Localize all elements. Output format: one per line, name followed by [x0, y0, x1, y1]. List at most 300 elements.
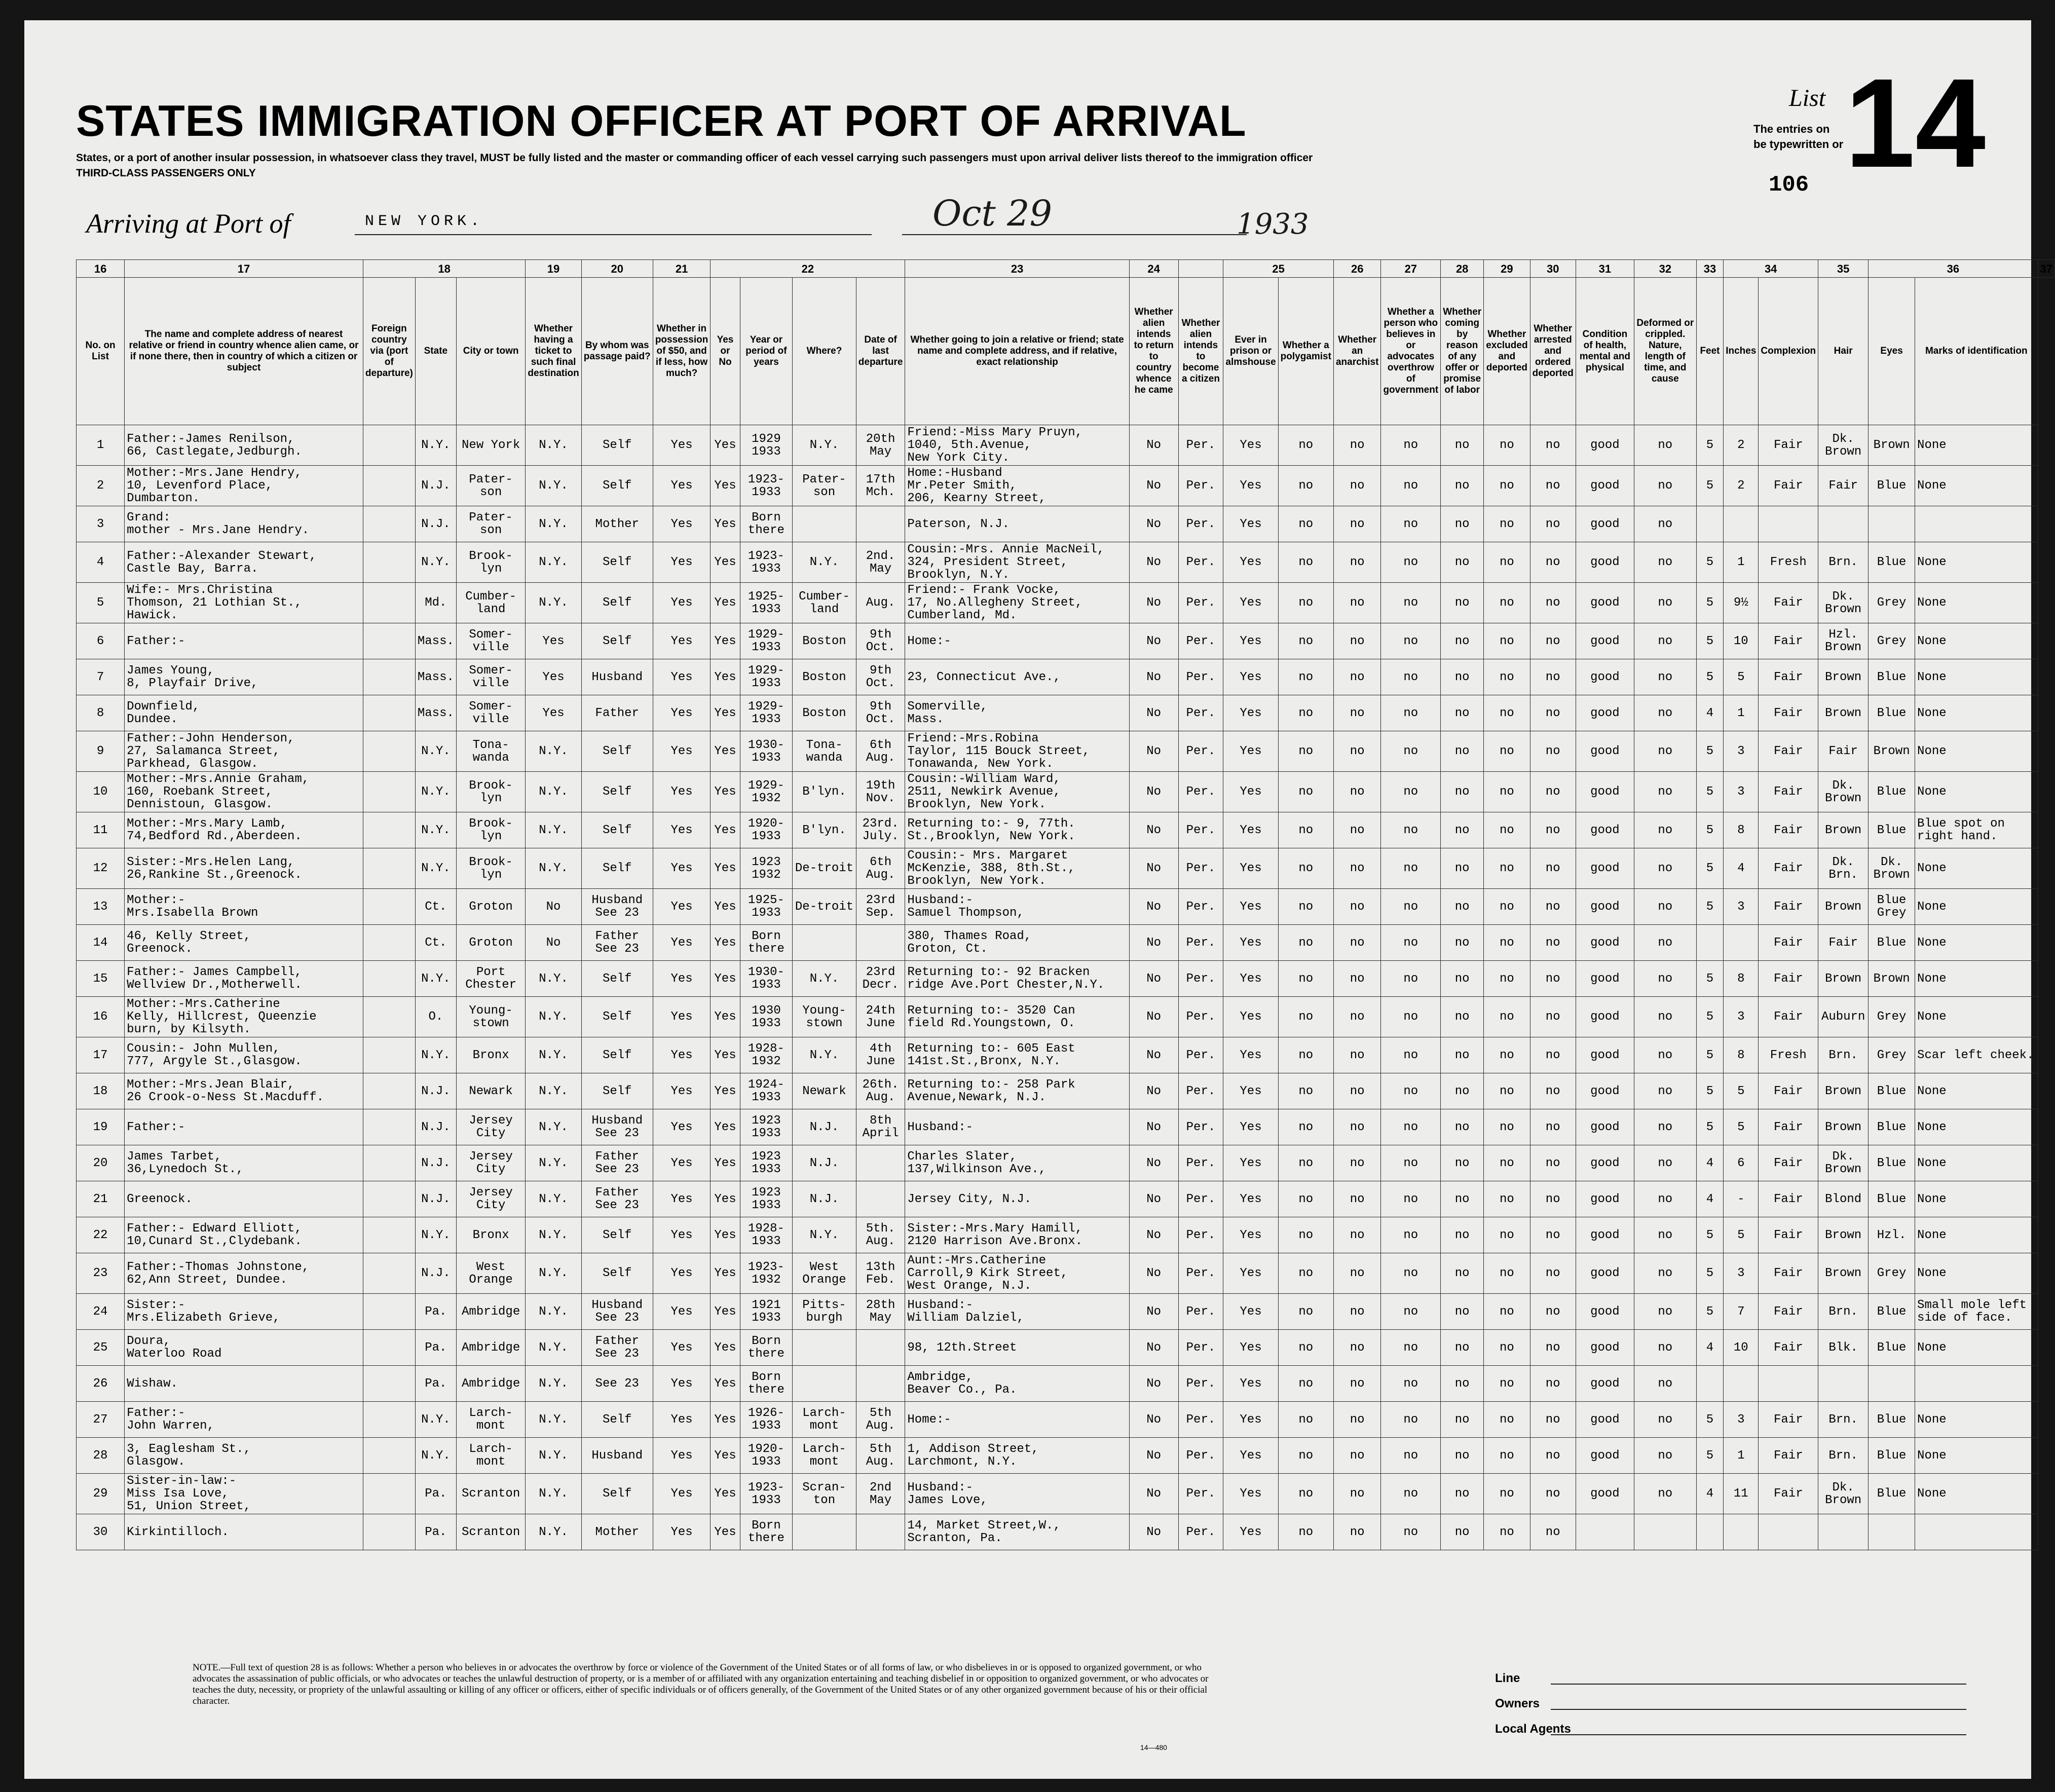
table-cell: no: [1634, 425, 1696, 466]
table-cell: [1759, 1366, 1818, 1402]
table-cell: No: [1129, 1438, 1178, 1474]
table-cell: Father:-John Henderson, 27, Salamanca Street, Parkhead, Glasgow.: [125, 731, 363, 772]
table-cell: 9th Oct.: [856, 659, 905, 695]
table-cell: no: [1530, 695, 1576, 731]
table-cell: 1929- 1932: [740, 772, 793, 812]
table-cell: N.Y.: [526, 466, 581, 506]
table-cell: no: [1634, 506, 1696, 542]
table-cell: 24: [77, 1294, 125, 1330]
table-cell: None: [1915, 695, 2038, 731]
table-cell: Fair: [1759, 731, 1818, 772]
table-cell: Mother:-Mrs.Annie Graham, 160, Roebank Street, Dennistoun, Glasgow.: [125, 772, 363, 812]
table-cell: 18: [77, 1073, 125, 1109]
table-cell: 17th Mch.: [856, 466, 905, 506]
table-cell: 5: [1696, 1073, 1723, 1109]
table-cell: 1920- 1933: [740, 812, 793, 848]
table-cell: no: [1333, 731, 1380, 772]
table-cell: no: [1333, 659, 1380, 695]
footnote: NOTE.—Full text of question 28 is as follows: Whether a person who believes in or advocates the overthrow by force or violence of the Government of the United States or of all forms of law, or who disbelieves in or is opposed to organized government, or who advocates the assassination of public officials, or who advocates or teaches the unlawful destruction of property, or is a member of or affiliated with any organization entertaining and teaching disbelief in or opposition to organized government, or who advocates or teaches the duty, necessity, or propriety of the unlawful assaulting or killing of any officer or officers, either of specific individuals or of officers generally, of the Government of the United States or of any other organized government because of his or their official character.: [193, 1662, 1209, 1706]
table-cell: 5: [1696, 772, 1723, 812]
table-cell: no: [1333, 1294, 1380, 1330]
table-cell: Yes: [653, 1109, 711, 1145]
table-cell: good: [1576, 623, 1634, 659]
table-cell: Self: [581, 542, 653, 583]
table-cell: no: [1278, 925, 1333, 961]
table-cell: Yes: [1223, 1073, 1278, 1109]
table-cell: 2nd. May: [856, 542, 905, 583]
table-cell: no: [1333, 1402, 1380, 1438]
table-cell: Pa.: [415, 1294, 456, 1330]
table-cell: None: [1915, 1145, 2038, 1181]
table-cell: None: [1915, 542, 2038, 583]
table-cell: no: [1441, 1109, 1484, 1145]
table-cell: Self: [581, 1253, 653, 1294]
table-cell: No: [1129, 1253, 1178, 1294]
table-cell: Yes: [653, 1073, 711, 1109]
entries-note-line: The entries on: [1753, 123, 1830, 135]
table-cell: [793, 1366, 856, 1402]
table-cell: Blue: [1869, 695, 1915, 731]
table-cell: Home:-Husband Mr.Peter Smith, 206, Kearny Street,: [905, 466, 1129, 506]
table-cell: no: [1484, 1253, 1530, 1294]
table-cell: no: [1278, 1474, 1333, 1514]
table-cell: Self: [581, 848, 653, 889]
table-cell: Self: [581, 997, 653, 1037]
table-cell: 3: [1724, 889, 1759, 925]
column-number: 28: [1441, 260, 1484, 278]
table-cell: Yes: [711, 583, 740, 623]
column-header: State: [415, 278, 456, 425]
table-cell: None: [1915, 1181, 2038, 1217]
table-cell: Yes: [653, 466, 711, 506]
table-cell: Fair: [1759, 997, 1818, 1037]
table-cell: Yes: [1223, 506, 1278, 542]
table-cell: no: [1530, 1073, 1576, 1109]
table-cell: no: [1278, 997, 1333, 1037]
table-cell: 1929 1933: [740, 425, 793, 466]
table-cell: [1818, 1366, 1869, 1402]
table-cell: no: [1381, 695, 1441, 731]
table-cell: 5: [1696, 1109, 1723, 1145]
table-cell: N.Y.: [415, 1402, 456, 1438]
table-cell: no: [1530, 1514, 1576, 1550]
table-cell: N.Y.: [793, 542, 856, 583]
table-cell: [1869, 1366, 1915, 1402]
table-cell: 1923- 1933: [740, 542, 793, 583]
table-row: [77, 1330, 2055, 1366]
table-cell: no: [1484, 961, 1530, 997]
column-number: 17: [125, 260, 363, 278]
table-cell: 10: [1724, 623, 1759, 659]
table-cell: 8: [77, 695, 125, 731]
table-cell: No: [1129, 583, 1178, 623]
table-cell: no: [1441, 659, 1484, 695]
table-cell: no: [1530, 542, 1576, 583]
table-cell: 3: [1724, 731, 1759, 772]
table-cell: Jersey City: [456, 1145, 526, 1181]
table-cell: Born there: [740, 1366, 793, 1402]
table-cell: B'lyn.: [793, 772, 856, 812]
table-cell: Brown: [1818, 695, 1869, 731]
table-cell: Yes: [1223, 731, 1278, 772]
table-cell: Per.: [1178, 659, 1223, 695]
page-title: STATES IMMIGRATION OFFICER AT PORT OF ARRIVAL: [76, 97, 1247, 145]
table-cell: no: [1484, 425, 1530, 466]
table-row: [77, 425, 2055, 466]
column-header: Hair: [1818, 278, 1869, 425]
table-cell: 5: [1696, 997, 1723, 1037]
table-cell: Born there: [740, 1514, 793, 1550]
table-cell: no: [1634, 772, 1696, 812]
table-cell: [1724, 1366, 1759, 1402]
column-header: Eyes: [1869, 278, 1915, 425]
table-cell: Cousin:-William Ward, 2511, Newkirk Avenue, Brooklyn, New York.: [905, 772, 1129, 812]
table-cell: [363, 623, 415, 659]
table-cell: Brown: [1818, 961, 1869, 997]
table-cell: Fair: [1818, 731, 1869, 772]
table-cell: Grey: [1869, 583, 1915, 623]
table-cell: good: [1576, 1253, 1634, 1294]
table-cell: no: [1333, 1438, 1380, 1474]
table-row: [77, 1253, 2055, 1294]
table-cell: Self: [581, 961, 653, 997]
column-header: Whether alien intends to become a citizen: [1178, 278, 1223, 425]
table-cell: no: [1634, 925, 1696, 961]
table-cell: 13: [77, 889, 125, 925]
table-cell: 14: [77, 925, 125, 961]
table-cell: [363, 1181, 415, 1217]
table-cell: N.Y.: [526, 1073, 581, 1109]
table-cell: good: [1576, 997, 1634, 1037]
table-cell: no: [1530, 1294, 1576, 1330]
table-row: [77, 1217, 2055, 1253]
table-cell: 5: [1696, 731, 1723, 772]
table-cell: [363, 1037, 415, 1073]
table-cell: [1724, 925, 1759, 961]
column-header: Date of last departure: [856, 278, 905, 425]
table-cell: Father See 23: [581, 925, 653, 961]
table-cell: 5: [1696, 466, 1723, 506]
table-cell: 1923- 1932: [740, 1253, 793, 1294]
table-cell: 17: [77, 1037, 125, 1073]
table-cell: Friend:- Frank Vocke, 17, No.Allegheny Street, Cumberland, Md.: [905, 583, 1129, 623]
table-cell: N.Y.: [526, 1217, 581, 1253]
table-cell: Brown: [1818, 1253, 1869, 1294]
table-cell: 1929- 1933: [740, 659, 793, 695]
table-cell: no: [1530, 997, 1576, 1037]
table-cell: [1696, 925, 1723, 961]
table-cell: Young-stown: [793, 997, 856, 1037]
table-cell: Per.: [1178, 1474, 1223, 1514]
table-cell: None: [1915, 659, 2038, 695]
table-cell: 20th May: [856, 425, 905, 466]
table-cell: Yes: [1223, 1514, 1278, 1550]
table-cell: N.J.: [415, 1253, 456, 1294]
table-cell: 13th Feb.: [856, 1253, 905, 1294]
table-cell: [856, 1181, 905, 1217]
table-cell: Yes: [711, 1330, 740, 1366]
table-cell: Yes: [653, 506, 711, 542]
table-cell: Yes: [711, 1294, 740, 1330]
table-cell: Self: [581, 1474, 653, 1514]
table-cell: good: [1576, 1109, 1634, 1145]
table-cell: no: [1484, 1073, 1530, 1109]
table-cell: no: [1441, 889, 1484, 925]
table-cell: Yes: [1223, 812, 1278, 848]
table-cell: N.J.: [793, 1109, 856, 1145]
table-cell: no: [1634, 1145, 1696, 1181]
table-cell: Pitts-burgh: [793, 1294, 856, 1330]
table-cell: no: [1278, 695, 1333, 731]
table-cell: Fair: [1759, 1402, 1818, 1438]
table-cell: Blue: [1869, 1474, 1915, 1514]
table-cell: no: [1441, 1330, 1484, 1366]
table-cell: [1696, 1514, 1723, 1550]
table-cell: no: [1484, 542, 1530, 583]
table-cell: No: [1129, 1145, 1178, 1181]
column-header: Whether having a ticket to such final destination: [526, 278, 581, 425]
table-cell: [1576, 1514, 1634, 1550]
column-header: Whether going to join a relative or friend; state name and complete address, and if relative, exact relationship: [905, 278, 1129, 425]
table-cell: James Young, 8, Playfair Drive,: [125, 659, 363, 695]
table-cell: no: [1530, 848, 1576, 889]
table-cell: no: [1484, 997, 1530, 1037]
table-cell: 29: [77, 1474, 125, 1514]
table-cell: Fair: [1759, 1073, 1818, 1109]
table-cell: [1915, 1514, 2038, 1550]
table-cell: 5: [1696, 659, 1723, 695]
table-cell: 1930- 1933: [740, 961, 793, 997]
table-cell: Kirkintilloch.: [125, 1514, 363, 1550]
table-cell: no: [1278, 1217, 1333, 1253]
table-cell: Blue Grey: [1869, 889, 1915, 925]
table-cell: Yes: [711, 1402, 740, 1438]
table-cell: [1818, 506, 1869, 542]
table-cell: Per.: [1178, 1253, 1223, 1294]
table-cell: No: [1129, 1474, 1178, 1514]
table-cell: Pa.: [415, 1474, 456, 1514]
table-cell: Yes: [1223, 889, 1278, 925]
table-cell: no: [1484, 659, 1530, 695]
table-cell: good: [1576, 542, 1634, 583]
table-cell: Boston: [793, 695, 856, 731]
table-cell: Hzl. Brown: [1818, 623, 1869, 659]
table-cell: N.Y.: [526, 1145, 581, 1181]
table-cell: no: [1530, 623, 1576, 659]
table-cell: Dk. Brn.: [1818, 848, 1869, 889]
table-cell: No: [1129, 1181, 1178, 1217]
table-cell: 1: [1724, 1438, 1759, 1474]
table-cell: no: [1333, 583, 1380, 623]
table-cell: Brown: [1869, 425, 1915, 466]
table-cell: 8: [1724, 812, 1759, 848]
table-cell: Small mole left side of face.: [1915, 1294, 2038, 1330]
table-cell: no: [1333, 466, 1380, 506]
column-number: 19: [526, 260, 581, 278]
table-cell: no: [1634, 1253, 1696, 1294]
table-cell: no: [1333, 1181, 1380, 1217]
table-cell: no: [1333, 623, 1380, 659]
table-cell: no: [1634, 1474, 1696, 1514]
table-cell: Blue: [1869, 1330, 1915, 1366]
table-cell: Larch-mont: [456, 1438, 526, 1474]
table-cell: [363, 1145, 415, 1181]
table-cell: Boston: [793, 623, 856, 659]
table-cell: no: [1484, 889, 1530, 925]
table-cell: no: [1634, 848, 1696, 889]
table-cell: Fresh: [1759, 542, 1818, 583]
table-cell: no: [1381, 1073, 1441, 1109]
table-cell: 28th May: [856, 1294, 905, 1330]
table-row: [77, 623, 2055, 659]
table-cell: Scar left cheek.: [1915, 1037, 2038, 1073]
table-cell: 7: [1724, 1294, 1759, 1330]
table-cell: 5: [1724, 1217, 1759, 1253]
table-cell: no: [1278, 961, 1333, 997]
table-cell: good: [1576, 506, 1634, 542]
table-cell: N.Y.: [526, 848, 581, 889]
table-row: [77, 1514, 2055, 1550]
table-cell: Paterson, N.J.: [905, 506, 1129, 542]
table-cell: None: [1915, 1474, 2038, 1514]
table-cell: good: [1576, 583, 1634, 623]
table-cell: N.Y.: [415, 848, 456, 889]
table-cell: 46, Kelly Street, Greenock.: [125, 925, 363, 961]
column-number: 34: [1724, 260, 1818, 278]
table-cell: 19: [77, 1109, 125, 1145]
table-cell: B'lyn.: [793, 812, 856, 848]
table-cell: Mother:-Mrs.Jane Hendry, 10, Levenford Place, Dumbarton.: [125, 466, 363, 506]
column-number: 35: [1818, 260, 1869, 278]
table-cell: Fair: [1759, 772, 1818, 812]
table-cell: no: [1530, 731, 1576, 772]
table-cell: None: [1915, 1217, 2038, 1253]
table-cell: 2: [1724, 425, 1759, 466]
table-cell: Blue spot on right hand.: [1915, 812, 2038, 848]
table-cell: Jersey City: [456, 1109, 526, 1145]
table-cell: Blue: [1869, 1073, 1915, 1109]
table-cell: Grey: [1869, 997, 1915, 1037]
table-cell: Yes: [653, 1037, 711, 1073]
table-cell: good: [1576, 466, 1634, 506]
table-cell: no: [1333, 542, 1380, 583]
table-cell: no: [1634, 1109, 1696, 1145]
table-cell: Per.: [1178, 1402, 1223, 1438]
column-header: Whether arrested and ordered deported: [1530, 278, 1576, 425]
column-number: 37: [2038, 260, 2054, 278]
table-cell: Scran-ton: [793, 1474, 856, 1514]
column-number: 36: [1869, 260, 2038, 278]
table-cell: None: [1915, 848, 2038, 889]
table-cell: Young-stown: [456, 997, 526, 1037]
table-cell: Yes: [1223, 1145, 1278, 1181]
table-cell: [856, 1145, 905, 1181]
table-cell: Yes: [711, 848, 740, 889]
table-cell: No: [1129, 659, 1178, 695]
table-cell: 5th. Aug.: [856, 1217, 905, 1253]
table-cell: good: [1576, 925, 1634, 961]
table-cell: no: [1278, 1514, 1333, 1550]
table-cell: Fair: [1759, 1217, 1818, 1253]
table-cell: no: [1381, 1217, 1441, 1253]
table-cell: 5: [1696, 961, 1723, 997]
table-cell: Father See 23: [581, 1181, 653, 1217]
table-cell: Sister:-Mrs.Mary Hamill, 2120 Harrison Ave.Bronx.: [905, 1217, 1129, 1253]
table-cell: N.Y.: [526, 1514, 581, 1550]
table-cell: no: [1441, 1145, 1484, 1181]
table-cell: 25: [77, 1330, 125, 1366]
table-cell: [363, 997, 415, 1037]
table-cell: 6th Aug.: [856, 731, 905, 772]
table-row: [77, 848, 2055, 889]
table-cell: 14, Market Street,W., Scranton, Pa.: [905, 1514, 1129, 1550]
table-cell: 20: [77, 1145, 125, 1181]
table-cell: Self: [581, 1037, 653, 1073]
table-cell: [363, 1474, 415, 1514]
table-cell: Dk. Brown: [1818, 583, 1869, 623]
table-cell: West Orange: [793, 1253, 856, 1294]
table-cell: N.Y.: [793, 1217, 856, 1253]
table-cell: 30: [77, 1514, 125, 1550]
table-cell: Yes: [711, 772, 740, 812]
table-cell: Yes: [653, 1253, 711, 1294]
table-cell: Per.: [1178, 848, 1223, 889]
table-cell: 1923 1933: [740, 1109, 793, 1145]
table-cell: Husband See 23: [581, 889, 653, 925]
table-cell: Dk. Brown: [1818, 1145, 1869, 1181]
table-cell: no: [1278, 466, 1333, 506]
table-cell: no: [1381, 425, 1441, 466]
table-cell: Born there: [740, 1330, 793, 1366]
table-cell: no: [1530, 466, 1576, 506]
table-cell: Yes: [711, 1073, 740, 1109]
table-cell: Returning to:- 605 East 141st.St.,Bronx, N.Y.: [905, 1037, 1129, 1073]
table-row: [77, 997, 2055, 1037]
table-row: [77, 925, 2055, 961]
table-cell: no: [1484, 1402, 1530, 1438]
table-cell: 1923 1932: [740, 848, 793, 889]
table-cell: Husband:- Samuel Thompson,: [905, 889, 1129, 925]
table-cell: Fair: [1759, 812, 1818, 848]
table-cell: 2nd May: [856, 1474, 905, 1514]
table-cell: good: [1576, 1330, 1634, 1366]
table-cell: Grey: [1869, 1253, 1915, 1294]
table-cell: no: [1278, 1145, 1333, 1181]
table-cell: Cousin:- John Mullen, 777, Argyle St.,Glasgow.: [125, 1037, 363, 1073]
table-cell: 1920- 1933: [740, 1438, 793, 1474]
table-cell: [363, 1217, 415, 1253]
table-cell: Larch-mont: [456, 1402, 526, 1438]
table-cell: Blue: [1869, 1145, 1915, 1181]
table-cell: no: [1381, 583, 1441, 623]
table-cell: 4: [1696, 1474, 1723, 1514]
table-cell: No: [1129, 1366, 1178, 1402]
table-cell: 4: [1696, 1181, 1723, 1217]
table-cell: N.Y.: [415, 542, 456, 583]
table-cell: good: [1576, 812, 1634, 848]
table-cell: 5: [1696, 848, 1723, 889]
table-cell: no: [1333, 1514, 1380, 1550]
table-cell: no: [1530, 583, 1576, 623]
table-cell: Mass.: [415, 695, 456, 731]
arriving-label: Arriving at Port of: [86, 208, 291, 239]
table-cell: no: [1484, 925, 1530, 961]
table-cell: no: [1441, 731, 1484, 772]
column-header: Marks of identification: [1915, 278, 2038, 425]
table-cell: [856, 506, 905, 542]
table-cell: [1696, 506, 1723, 542]
table-cell: Self: [581, 731, 653, 772]
